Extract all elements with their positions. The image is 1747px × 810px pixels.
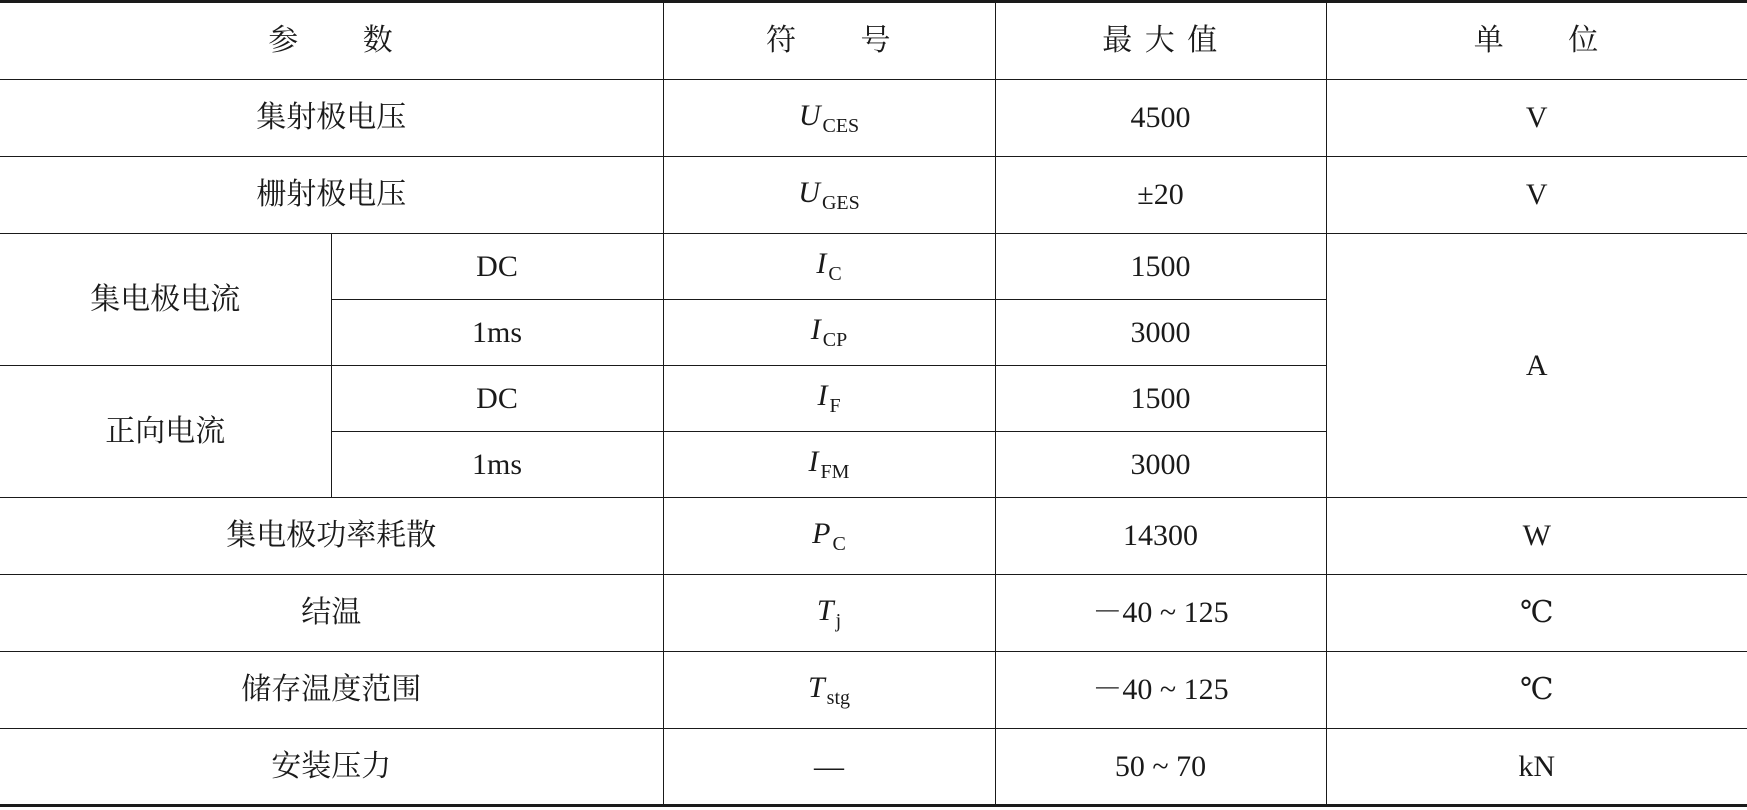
param-cell: 储存温度范围: [0, 652, 663, 729]
unit-cell: V: [1326, 157, 1747, 234]
symbol-cell: [663, 366, 995, 432]
param-cell: 结温: [0, 575, 663, 652]
unit-cell: A: [1326, 234, 1747, 498]
symbol-sub: stg: [826, 686, 851, 709]
param-cell: 安装压力: [0, 729, 663, 806]
param-cell: 集电极电流: [0, 234, 331, 366]
symbol-cell: [663, 234, 995, 300]
table-row: [0, 234, 1747, 300]
symbol-sub: C: [832, 532, 846, 555]
param-cell: 正向电流: [0, 366, 331, 498]
symbol-cell: [663, 80, 995, 157]
header-parameter: 参 数: [0, 2, 663, 80]
table-row: [0, 80, 1747, 157]
condition-cell: 1ms: [331, 432, 663, 498]
symbol-sub: GES: [821, 191, 860, 214]
condition-cell: 1ms: [331, 300, 663, 366]
unit-cell: ℃: [1326, 575, 1747, 652]
table-row: [0, 575, 1747, 652]
table-row: [0, 498, 1747, 575]
symbol-main: P: [812, 516, 831, 550]
symbol-sub: C: [828, 263, 842, 285]
max-cell: 1500: [995, 366, 1326, 432]
symbol-sub: F: [829, 395, 841, 417]
symbol-main: I: [808, 445, 819, 478]
unit-cell: ℃: [1326, 652, 1747, 729]
max-cell: 4500: [995, 80, 1326, 157]
table-row: [0, 157, 1747, 234]
header-unit: 单 位: [1326, 2, 1747, 80]
table-row: [0, 652, 1747, 729]
max-cell: 50 ~ 70: [995, 729, 1326, 806]
symbol-main: U: [798, 175, 820, 209]
condition-cell: DC: [331, 234, 663, 300]
param-cell: 集电极功率耗散: [0, 498, 663, 575]
header-max-value: 最 大 值: [995, 2, 1326, 80]
max-cell: －40 ~ 125: [995, 575, 1326, 652]
max-cell: －40 ~ 125: [995, 652, 1326, 729]
symbol-cell: [663, 432, 995, 498]
symbol-main: T: [816, 593, 834, 627]
symbol-cell: [663, 300, 995, 366]
max-cell: 1500: [995, 234, 1326, 300]
symbol-cell: [663, 652, 995, 729]
param-cell: 栅射极电压: [0, 157, 663, 234]
symbol-sub: j: [835, 609, 842, 632]
symbol-main: I: [817, 379, 828, 412]
symbol-main: I: [810, 313, 821, 346]
unit-cell: W: [1326, 498, 1747, 575]
symbol-sub: CP: [822, 329, 848, 351]
symbol-cell: [663, 498, 995, 575]
header-row: [0, 2, 1747, 80]
symbol-sub: FM: [820, 461, 850, 483]
unit-cell: V: [1326, 80, 1747, 157]
symbol-cell: [663, 575, 995, 652]
max-cell: ±20: [995, 157, 1326, 234]
max-cell: 14300: [995, 498, 1326, 575]
symbol-main: I: [816, 247, 827, 280]
param-cell: 集射极电压: [0, 80, 663, 157]
max-cell: 3000: [995, 300, 1326, 366]
max-cell: 3000: [995, 432, 1326, 498]
symbol-sub: CES: [822, 114, 860, 137]
symbol-main: U: [798, 98, 821, 132]
symbol-main: T: [807, 670, 825, 704]
table-row: [0, 729, 1747, 806]
header-symbol: 符 号: [663, 2, 995, 80]
condition-cell: DC: [331, 366, 663, 432]
symbol-cell: —: [663, 729, 995, 806]
unit-cell: kN: [1326, 729, 1747, 806]
symbol-cell: [663, 157, 995, 234]
